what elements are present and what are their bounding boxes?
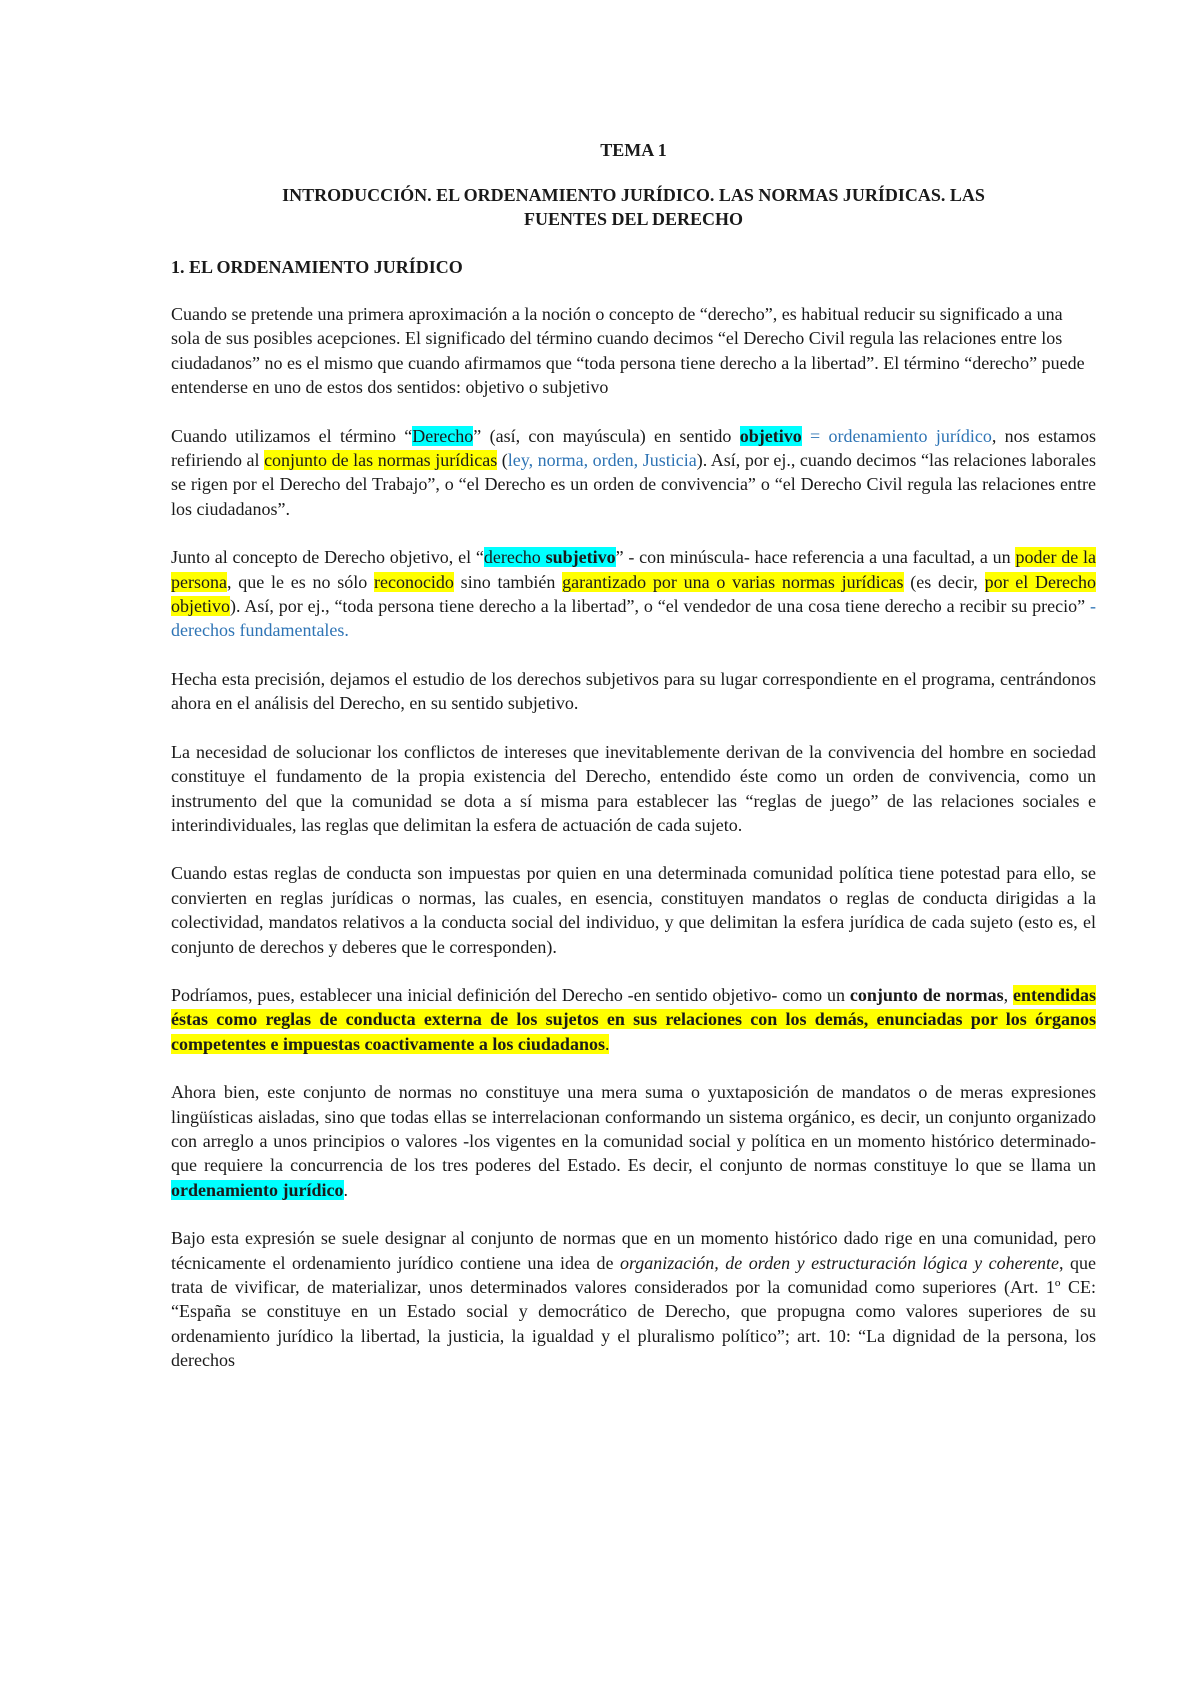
text-run: . (343, 1179, 348, 1200)
highlight-conjunto-normas: conjunto de las normas jurídicas (264, 450, 498, 471)
document-title (171, 183, 1096, 231)
text-run: Junto al concepto de Derecho objetivo, el “ (171, 547, 484, 568)
paragraph-6: Cuando estas reglas de conducta son impuestas por quien en una determinada comunidad política tiene potestad para ello, se convierten en reglas jurídicas o normas, las cuales, en esencia, constituyen mandatos o reglas de conducta dirigidas a la colectividad, mandatos relativos a la conducta social del individuo, y que delimitan la esfera jurídica de cada sujeto (esto es, el conjunto de derechos y deberes que le corresponden). (171, 863, 1096, 957)
text-run: ( (497, 450, 508, 471)
text-run: Cuando utilizamos el término “ (171, 425, 413, 446)
italic-organizacion: organización, de orden y estructuración lógica y coherente (619, 1252, 1059, 1273)
highlight-derecho-subjetivo (484, 547, 616, 567)
paragraph-2 (171, 424, 1096, 522)
highlight-derecho: Derecho (412, 425, 474, 446)
highlight-derecho-objetivo: por el Derecho objetivo (171, 571, 1097, 617)
paragraph-1: Cuando se pretende una primera aproximación a la noción o concepto de “derecho”, es habitual reducir su significado a una sola de sus posibles acepciones. El significado del término cuando decimos “el Derecho Civil regula las relaciones entre los ciudadanos” no es el mismo que cuando afirmamos que “toda persona tiene derecho a la libertad”. El término “derecho” puede entenderse en uno de estos dos sentidos: objetivo o subjetivo (171, 304, 1085, 398)
highlight-definicion: entendidas éstas como reglas de conducta externa de los sujetos en sus relaciones con los demás, enunciadas por los órganos competentes e impuestas coactivamente a los ciudadanos (171, 984, 1097, 1054)
highlight-garantizado: garantizado por una o varias normas jurídicas (562, 571, 904, 592)
text-run: , nos estamos refiriendo al (171, 425, 1097, 471)
paragraph-8 (171, 1080, 1096, 1202)
paragraph-4: Hecha esta precisión, dejamos el estudio de los derechos subjetivos para su lugar correspondiente en el programa, centrándonos ahora en el análisis del Derecho, en su sentido subjetivo. (171, 668, 1096, 714)
text-run: sino también (453, 571, 563, 592)
highlight-poder-persona: poder de la persona (171, 547, 1096, 592)
highlight-reconocido: reconocido (373, 571, 454, 592)
text-run: (es decir, (903, 571, 985, 592)
section-heading: 1. EL ORDENAMIENTO JURÍDICO (171, 257, 463, 277)
text-run: ” - con minúscula- hace referencia a una facultad, a un (615, 547, 1016, 568)
highlight-objetivo: objetivo (739, 425, 802, 446)
blue-note: ley, norma, orden, Justicia (507, 450, 697, 471)
text-run: Bajo esta expresión se suele designar al conjunto de normas que en un momento histórico dado rige en una comunidad, pero técnicamente el ordenamiento jurídico contiene una idea de (171, 1228, 1096, 1273)
text-run: ). Así, por ej., “toda persona tiene derecho a la libertad”, o “el vendedor de una cosa tiene derecho a recibir su precio” (230, 596, 1086, 617)
text-run: Podríamos, pues, establecer una inicial definición del Derecho -en sentido objetivo- como un (171, 984, 850, 1005)
bold-subjetivo: subjetivo (545, 547, 616, 568)
paragraph-7 (171, 983, 1096, 1056)
title-line-2: FUENTES DEL DERECHO (523, 209, 744, 229)
text-run: , (1003, 984, 1013, 1005)
text-run: derecho (483, 547, 546, 568)
blue-note: - derechos fundamentales. (171, 596, 1096, 641)
paragraph-5: La necesidad de solucionar los conflictos de intereses que inevitablemente derivan de la convivencia del hombre en sociedad constituye el fundamento de la propia existencia del Derecho, entendido éste como un orden de convivencia, como un instrumento del que la comunidad se dota a sí misma para establecer las “reglas de juego” de las relaciones sociales e interindividuales, las reglas que delimitan la esfera de actuación de cada sujeto. (171, 741, 1096, 835)
blue-note: = ordenamiento jurídico (801, 425, 992, 446)
text-run: Ahora bien, este conjunto de normas no constituye una mera suma o yuxtaposición de mandatos o de meras expresiones lingüísticas aisladas, sino que todas ellas se interrelacionan conformando un sistema orgánico, es decir, un conjunto organizado con arreglo a unos principios o valores -los vigentes en la comunidad social y política en un momento histórico determinado- que requiere la concurrencia de los tres poderes del Estado. Es decir, el conjunto de normas constituye lo que se llama un (171, 1082, 1096, 1176)
tema-heading: TEMA 1 (600, 140, 667, 160)
paragraph-3 (171, 545, 1096, 643)
text-run: ” (así, con mayúscula) en sentido (473, 425, 740, 446)
text-run: . (604, 1033, 610, 1054)
paragraph-9 (171, 1226, 1096, 1372)
highlight-ordenamiento: ordenamiento jurídico (171, 1179, 344, 1200)
bold-conjunto-normas: conjunto de normas (849, 984, 1004, 1005)
text-run: , que trata de vivificar, de materializar, unos determinados valores considerados por la comunidad como superiores (Art. 1º CE: “España se constituye en un Estado social y democrático de Derecho, que propugna como valores superiores de su ordenamiento jurídico la libertad, la justicia, la igualdad y el pluralismo político”; art. 10: “La dignidad de la persona, los derechos (171, 1252, 1096, 1371)
title-line-1: INTRODUCCIÓN. EL ORDENAMIENTO JURÍDICO. LAS NORMAS JURÍDICAS. LAS (282, 185, 985, 205)
text-run: , que le es no sólo (226, 571, 374, 592)
text-run: ). Así, por ej., cuando decimos “las relaciones laborales se rigen por el Derecho del Trabajo”, o “el Derecho es un orden de convivencia” o “el Derecho Civil regula las relaciones entre los ciudadanos”. (171, 450, 1096, 519)
